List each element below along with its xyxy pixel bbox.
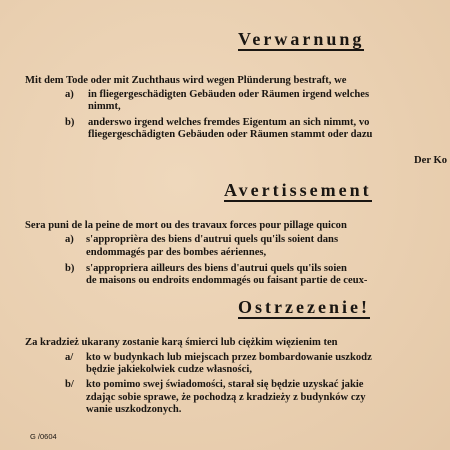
polish-item-b-line1: kto pomimo swej świadomości, starał się będzie uzyskać jakie	[86, 379, 364, 390]
footer-code: G /0604	[30, 432, 57, 441]
german-item-a-line1: in fliegergeschädigten Gebäuden oder Räumen irgend welches	[88, 89, 370, 100]
french-item-b-label: b)	[65, 263, 75, 274]
german-item-b-line1: anderswo irgend welches fremdes Eigentum an sich nimmt, vo	[88, 117, 370, 128]
german-heading: Verwarnung	[238, 29, 365, 49]
french-item-b-line2: de maisons ou endroits endommagés ou faisant partie de ceux-	[86, 275, 368, 286]
french-item-a-line2: endommagés par des bombes aériennes,	[86, 247, 267, 258]
polish-item-b-line3: wanie uszkodzonych.	[86, 404, 182, 415]
french-item-a-label: a)	[65, 234, 74, 245]
german-signature: Der Ko	[414, 155, 448, 166]
polish-item-b-label: b/	[65, 379, 74, 390]
french-intro: Sera puni de la peine de mort ou des travaux forces pour pillage quicon	[25, 220, 347, 231]
polish-item-a-line1: kto w budynkach lub miejscach przez bombardowanie uszkodz	[86, 352, 372, 363]
polish-intro: Za kradzież ukarany zostanie karą śmierci lub ciężkim więzienim ten	[25, 337, 338, 348]
german-item-a-label: a)	[65, 89, 74, 100]
polish-heading: Ostrzezenie!	[238, 297, 370, 317]
polish-item-a-label: a/	[65, 352, 74, 363]
polish-item-a-line2: będzie jakiekolwiek cudze własności,	[86, 364, 252, 375]
french-item-a-line1: s'approprièra des biens d'autrui quels qu'ils soient dans	[86, 234, 339, 245]
french-heading: Avertissement	[224, 180, 372, 200]
polish-item-b-line2: zdając sobie sprawe, że pochodzą z kradzieży z budynków czy	[86, 392, 366, 403]
french-item-b-line1: s'appropriera ailleurs des biens d'autrui quels qu'ils soien	[86, 263, 347, 274]
german-item-a-line2: nimmt,	[88, 101, 121, 112]
german-intro: Mit dem Tode oder mit Zuchthaus wird wegen Plünderung bestraft, we	[25, 75, 347, 86]
german-item-b-label: b)	[65, 117, 75, 128]
german-item-b-line2: fliegergeschädigten Gebäuden oder Räumen stammt oder dazu	[88, 129, 373, 140]
